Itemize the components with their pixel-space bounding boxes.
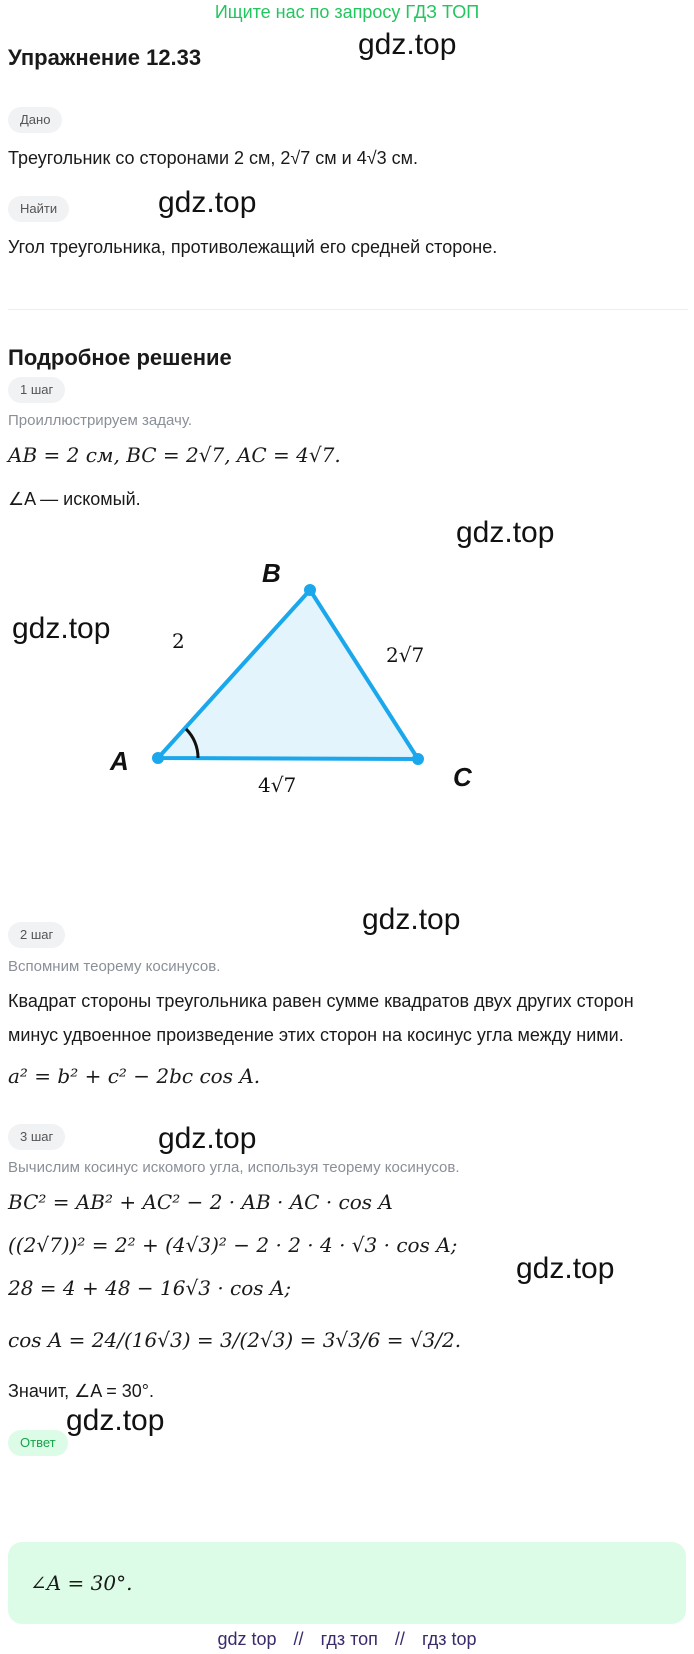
footer-link-gdz-top[interactable]: gdz top	[217, 1629, 277, 1649]
footer-separator: //	[394, 1629, 405, 1649]
watermark: gdz.top	[158, 186, 257, 219]
step-3-badge: 3 шаг	[8, 1124, 65, 1150]
step-1-line-2: ∠A — искомый.	[8, 489, 141, 509]
step-3-line-2: ((2√7))² = 2² + (4√3)² − 2 · 2 · 4 · √3 · cos A;	[8, 1233, 458, 1257]
answer-badge: Ответ	[8, 1430, 68, 1456]
side-bc-label: 2√7	[386, 643, 425, 667]
watermark: gdz.top	[158, 1122, 257, 1155]
section-divider	[8, 309, 688, 310]
footer-links	[0, 1629, 694, 1650]
step-3-hint: Вычислим косинус искомого угла, используя теорему косинусов.	[8, 1159, 460, 1176]
watermark: gdz.top	[358, 28, 457, 61]
step-3-conclusion: Значит, ∠A = 30°.	[8, 1381, 154, 1401]
find-badge: Найти	[8, 196, 69, 222]
step-1-hint: Проиллюстрируем задачу.	[8, 412, 192, 429]
step-2-line-2: минус удвоенное произведение этих сторон на косинус угла между ними.	[8, 1025, 624, 1045]
step-2-formula: a² = b² + c² − 2bc cos A.	[8, 1064, 261, 1088]
given-text: Треугольник со сторонами 2 см, 2√7 см и 4√3 см.	[8, 148, 419, 168]
vertex-b-dot	[304, 584, 316, 596]
footer-separator: //	[293, 1629, 304, 1649]
step-1-line-1: AB = 2 см, BC = 2√7, AC = 4√7.	[8, 443, 341, 467]
vertex-a-dot	[152, 752, 164, 764]
vertex-b-label: B	[262, 558, 281, 588]
side-ac-label: 4√7	[258, 773, 297, 797]
solution-title: Подробное решение	[8, 345, 232, 370]
search-banner: Ищите нас по запросу ГДЗ ТОП	[214, 2, 480, 22]
watermark: gdz.top	[12, 612, 111, 645]
side-ab-label: 2	[172, 629, 185, 653]
triangle-diagram	[0, 540, 694, 840]
vertex-c-dot	[412, 753, 424, 765]
vertex-a-label: A	[110, 746, 129, 776]
given-badge: Дано	[8, 107, 62, 133]
step-1-badge: 1 шаг	[8, 377, 65, 403]
watermark: gdz.top	[516, 1252, 615, 1285]
watermark: gdz.top	[456, 516, 555, 549]
step-2-hint: Вспомним теорему косинусов.	[8, 958, 221, 975]
watermark: gdz.top	[362, 903, 461, 936]
answer-text: ∠A = 30°.	[30, 1571, 133, 1595]
find-text: Угол треугольника, противолежащий его средней стороне.	[8, 237, 498, 257]
step-2-badge: 2 шаг	[8, 922, 65, 948]
step-3-line-3: 28 = 4 + 48 − 16√3 · cos A;	[8, 1276, 292, 1300]
watermark: gdz.top	[66, 1404, 165, 1437]
step-3-line-4: cos A = 24/(16√3) = 3/(2√3) = 3√3/6 = √3/2.	[8, 1328, 462, 1352]
page-title: Упражнение 12.33	[8, 45, 202, 70]
footer-link-gdz-top-ru[interactable]: гдз топ	[320, 1629, 378, 1649]
footer-link-gdz-top-mixed[interactable]: гдз top	[421, 1629, 477, 1649]
triangle-fill	[158, 590, 418, 759]
step-3-line-1: BC² = AB² + AC² − 2 · AB · AC · cos A	[8, 1190, 393, 1214]
step-2-line-1: Квадрат стороны треугольника равен сумме квадратов двух других сторон	[8, 991, 634, 1011]
vertex-c-label: C	[453, 762, 472, 792]
